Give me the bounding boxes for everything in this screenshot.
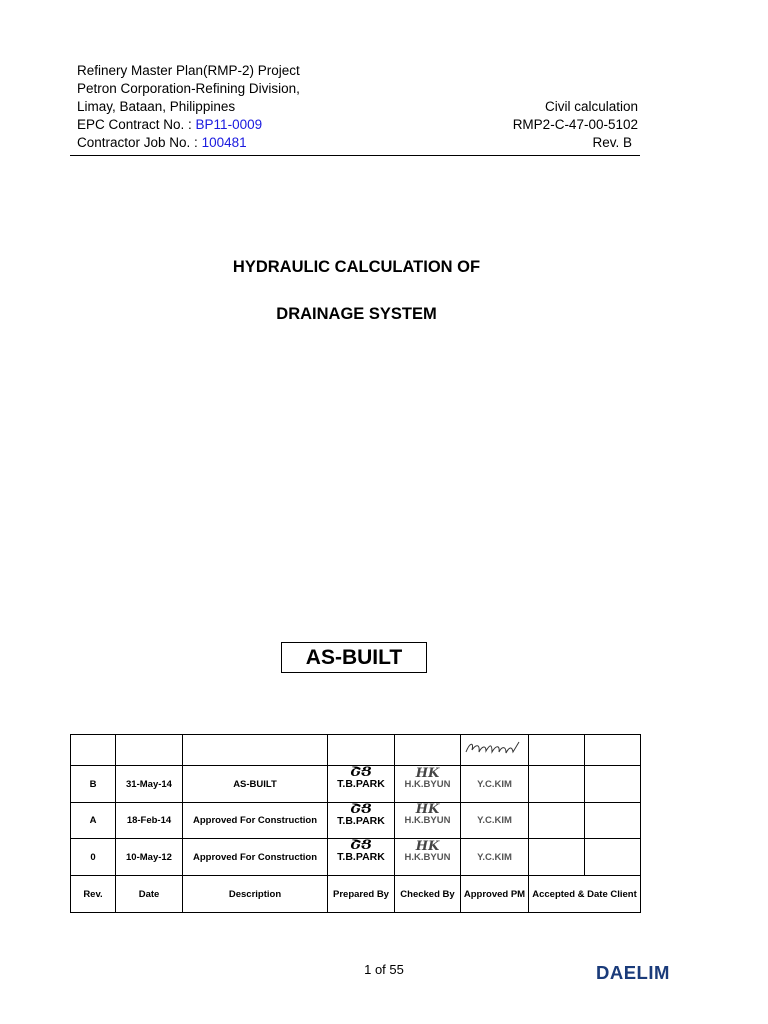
document-header — [77, 62, 638, 152]
document-title-line2: DRAINAGE SYSTEM — [276, 305, 437, 323]
signature-mark: HK — [415, 802, 440, 817]
description-cell: Approved For Construction — [183, 839, 328, 876]
approved-cell: Y.C.KIM — [461, 803, 529, 839]
as-built-stamp: AS-BUILT — [281, 642, 427, 673]
header-approved-pm: Approved PM — [461, 876, 529, 913]
table-row — [71, 839, 641, 876]
prepared-cell: ՇՑ T.B.PARK — [328, 766, 395, 803]
approved-cell: Y.C.KIM — [461, 766, 529, 803]
approved-cell: Y.C.KIM — [461, 839, 529, 876]
signature-mark: HK — [415, 765, 440, 781]
revision-label: Rev. B — [592, 135, 632, 150]
rev-cell: A — [71, 803, 116, 839]
signature-mark: ՇՑ — [350, 838, 372, 853]
signature-mark: HK — [415, 838, 440, 854]
header-accepted-client: Accepted & Date Client — [529, 876, 641, 913]
description-cell: AS-BUILT — [183, 766, 328, 803]
approver-signature — [461, 735, 529, 766]
date-cell: 31-May-14 — [116, 766, 183, 803]
daelim-logo: DAELIM — [596, 962, 670, 983]
signature-mark: ՇՑ — [350, 801, 372, 817]
accepted-cell — [529, 766, 585, 803]
document-number: RMP2-C-47-00-5102 — [512, 117, 638, 132]
checked-cell: HK H.K.BYUN — [395, 766, 461, 803]
accepted-cell — [529, 803, 585, 839]
table-row — [71, 735, 641, 766]
description-cell: Approved For Construction — [183, 803, 328, 839]
table-row — [71, 803, 641, 839]
epc-contract-label: EPC Contract No. : — [77, 117, 196, 132]
job-number-label: Contractor Job No. : — [77, 135, 202, 150]
header-rev: Rev. — [71, 876, 116, 913]
signature-mark: ՇՑ — [350, 765, 372, 780]
revision-table — [70, 734, 641, 913]
table-row — [71, 766, 641, 803]
job-number: 100481 — [201, 135, 247, 150]
checked-cell: HK H.K.BYUN — [395, 839, 461, 876]
epc-contract-number: BP11-0009 — [195, 117, 263, 132]
client-name: Petron Corporation-Refining Division, — [77, 81, 300, 96]
project-location: Limay, Bataan, Philippines — [77, 99, 236, 114]
date-cell: 18-Feb-14 — [116, 803, 183, 839]
document-title-line1: HYDRAULIC CALCULATION OF — [232, 258, 481, 276]
document-type: Civil calculation — [544, 99, 638, 114]
rev-cell: 0 — [71, 839, 116, 876]
page-number: 1 of 55 — [364, 962, 404, 977]
header-date: Date — [116, 876, 183, 913]
header-description: Description — [183, 876, 328, 913]
header-checked-by: Checked By — [395, 876, 461, 913]
checked-cell: HK H.K.BYUN — [395, 803, 461, 839]
accepted-cell — [529, 839, 585, 876]
table-header-row — [71, 876, 641, 913]
header-divider — [70, 155, 640, 156]
project-name: Refinery Master Plan(RMP-2) Project — [77, 63, 300, 78]
rev-cell: B — [71, 766, 116, 803]
header-prepared-by: Prepared By — [328, 876, 395, 913]
date-cell: 10-May-12 — [116, 839, 183, 876]
prepared-cell: ՇՑ T.B.PARK — [328, 803, 395, 839]
prepared-cell: ՇՑ T.B.PARK — [328, 839, 395, 876]
